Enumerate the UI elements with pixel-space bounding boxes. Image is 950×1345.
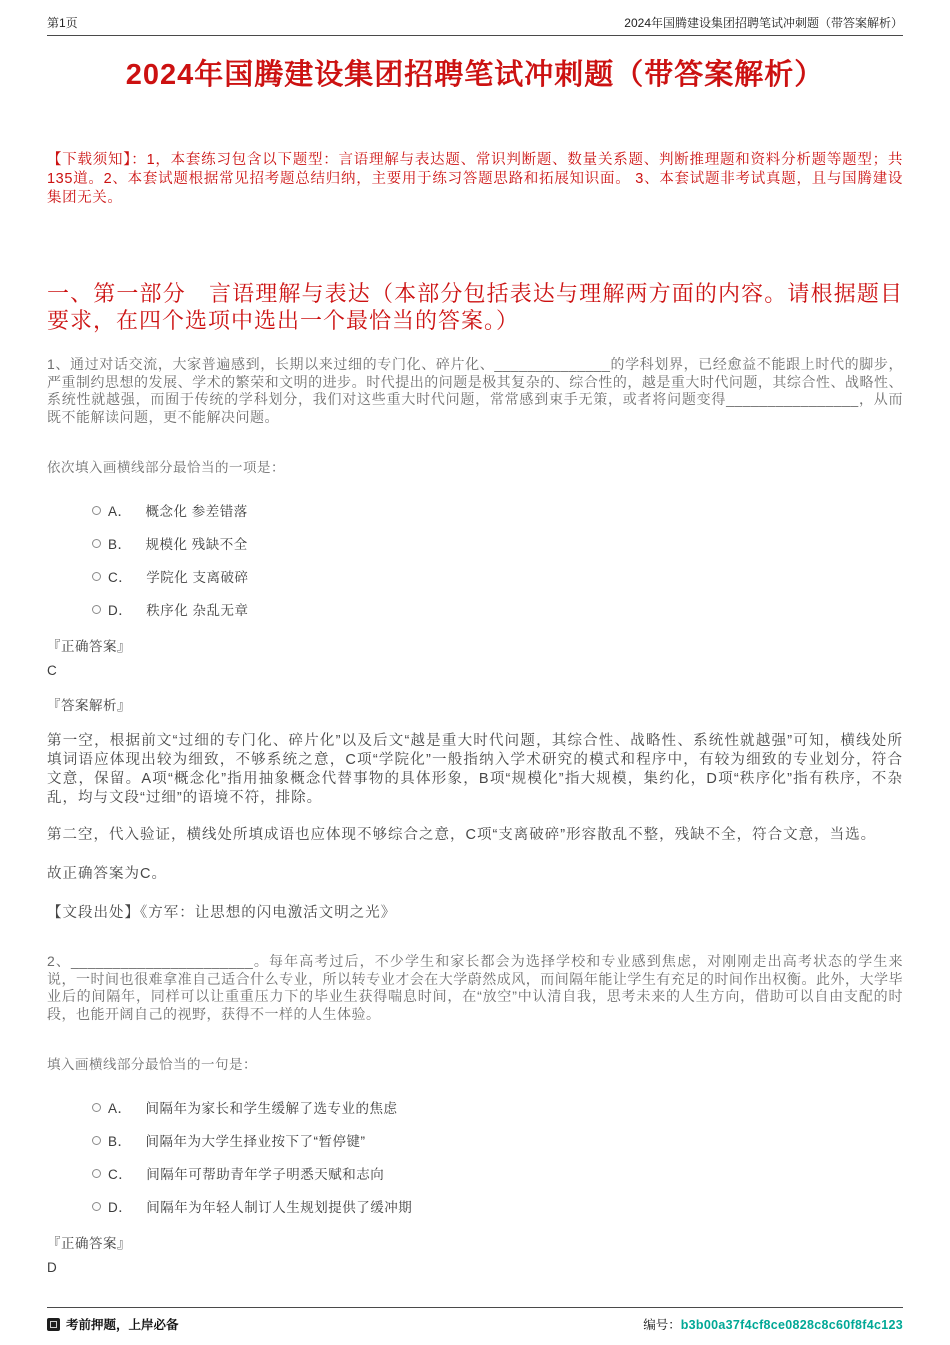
option-text: 间隔年为家长和学生缓解了选专业的焦虑 (145, 1101, 398, 1116)
analysis-paragraph: 第一空，根据前文“过细的专门化、碎片化”以及后文“越是重大时代问题，其综合性、战略性、系统性就越强”可知，横线处所填词语应体现出较为细致，不够系统之意，C项“学院化”一般指纳入学术研究的模式和程序中，有较为细致的专业划分，符合文意，保留。A项“概念化”指用抽象概念代替事物的具体形象，B项“规模化”指大规模，集约化，D项“秩序化”指有秩序，不杂乱，均与文段“过细”的语境不符，排除。 (47, 733, 903, 806)
option-text: 间隔年为大学生择业按下了“暂停键” (145, 1134, 366, 1149)
option-row-d[interactable] (92, 599, 903, 619)
analysis-conclusion: 故正确答案为C。 (47, 866, 167, 882)
option-row-a[interactable] (92, 1097, 903, 1117)
page-header (47, 14, 903, 35)
option-label: C． (108, 1167, 133, 1182)
footer-divider (47, 1307, 903, 1308)
header-doc-title: 2024年国腾建设集团招聘笔试冲刺题（带答案解析） (624, 16, 903, 30)
section-heading: 一、第一部分 言语理解与表达（本部分包括表达与理解两方面的内容。请根据题目要求，在四个选项中选出一个最恰当的答案。） (47, 281, 903, 333)
option-row-b[interactable] (92, 533, 903, 553)
options-group (47, 1097, 903, 1216)
page-footer (47, 1307, 903, 1333)
analysis-paragraph: 第二空，代入验证，横线处所填成语也应体现不够综合之意，C项“支离破碎”形容散乱不整，残缺不全，符合文意，当选。 (47, 827, 877, 843)
option-label: D． (108, 1200, 133, 1215)
radio-icon[interactable] (92, 605, 101, 614)
header-divider (47, 35, 903, 36)
option-row-c[interactable] (92, 1163, 903, 1183)
option-text: 间隔年可帮助青年学子明悉天赋和志向 (146, 1167, 385, 1182)
radio-icon[interactable] (92, 1202, 101, 1211)
radio-icon[interactable] (92, 572, 101, 581)
page-number: 第1页 (47, 16, 78, 30)
option-text: 间隔年为年轻人制订人生规划提供了缓冲期 (146, 1200, 413, 1215)
download-notice: 【下载须知】：1，本套练习包含以下题型：言语理解与表达题、常识判断题、数量关系题、判断推理题和资料分析题等题型；共135道。2、本套试题根据常见招考题总结归纳，主要用于练习答题思路和拓展知识面。 3、本套试题非考试真题，且与国腾建设集团无关。 (47, 152, 903, 206)
radio-icon[interactable] (92, 1103, 101, 1112)
correct-answer-marker: 『正确答案』 (47, 639, 131, 654)
option-label: D． (108, 603, 133, 618)
footer-logo-icon (47, 1318, 60, 1331)
answer-value: D (47, 1260, 57, 1275)
question-stem: 1、通过对话交流，大家普遍感到，长期以来过细的专门化、碎片化、______________的学科划界，已经愈益不能跟上时代的脚步，严重制约思想的发展、学术的繁荣和文明的进步。时代提出的问题是极其复杂的、综合性的，越是重大时代问题，其综合性、战略性、系统性就越强，而囿于传统的学科划分，我们对这些重大时代问题，常常感到束手无策，或者将问题变得________________，从而既不能解读问题，更不能解决问题。 (47, 356, 903, 425)
radio-icon[interactable] (92, 1169, 101, 1178)
option-label: A． (108, 504, 132, 519)
option-label: C． (108, 570, 133, 585)
footer-slogan (47, 1315, 179, 1333)
question-stem: 2、______________________。每年高考过后，不少学生和家长都会为选择学校和专业感到焦虑，对刚刚走出高考状态的学生来说，一时间也很难拿准自己适合什么专业，所以转专业才会在大学蔚然成风，而间隔年能让学生有充足的时间作出权衡。此外，大学毕业后的间隔年，同样可以让重重压力下的毕业生获得喘息时间，在“放空”中认清自我，思考未来的人生方向，借助可以自由支配的时段，也能开阔自己的视野，获得不一样的人生体验。 (47, 953, 903, 1022)
analysis-marker: 『答案解析』 (47, 698, 131, 713)
footer-slogan-text: 考前押题，上岸必备 (66, 1318, 179, 1332)
option-label: B． (108, 1134, 132, 1149)
option-row-b[interactable] (92, 1130, 903, 1150)
option-text: 概念化 参差错落 (145, 504, 248, 519)
question-prompt: 依次填入画横线部分最恰当的一项是： (47, 460, 285, 475)
serial-number: b3b00a37f4cf8ce0828c8c60f8f4c123 (680, 1318, 903, 1332)
question-1 (47, 356, 903, 923)
option-label: B． (108, 537, 132, 552)
option-text: 规模化 残缺不全 (145, 537, 248, 552)
options-group (47, 500, 903, 619)
option-text: 秩序化 杂乱无章 (146, 603, 249, 618)
option-row-d[interactable] (92, 1196, 903, 1216)
question-2 (47, 953, 903, 1275)
option-row-a[interactable] (92, 500, 903, 520)
radio-icon[interactable] (92, 539, 101, 548)
radio-icon[interactable] (92, 506, 101, 515)
option-row-c[interactable] (92, 566, 903, 586)
serial-label: 编号： (643, 1318, 681, 1332)
answer-value: C (47, 663, 57, 678)
option-label: A． (108, 1101, 132, 1116)
correct-answer-marker: 『正确答案』 (47, 1236, 131, 1251)
question-prompt: 填入画横线部分最恰当的一句是： (47, 1057, 257, 1072)
footer-serial (643, 1315, 903, 1333)
radio-icon[interactable] (92, 1136, 101, 1145)
option-text: 学院化 支离破碎 (146, 570, 249, 585)
source-line: 【文段出处】《方军：让思想的闪电激活文明之光》 (47, 905, 397, 921)
document-title: 2024年国腾建设集团招聘笔试冲刺题（带答案解析） (125, 59, 825, 91)
